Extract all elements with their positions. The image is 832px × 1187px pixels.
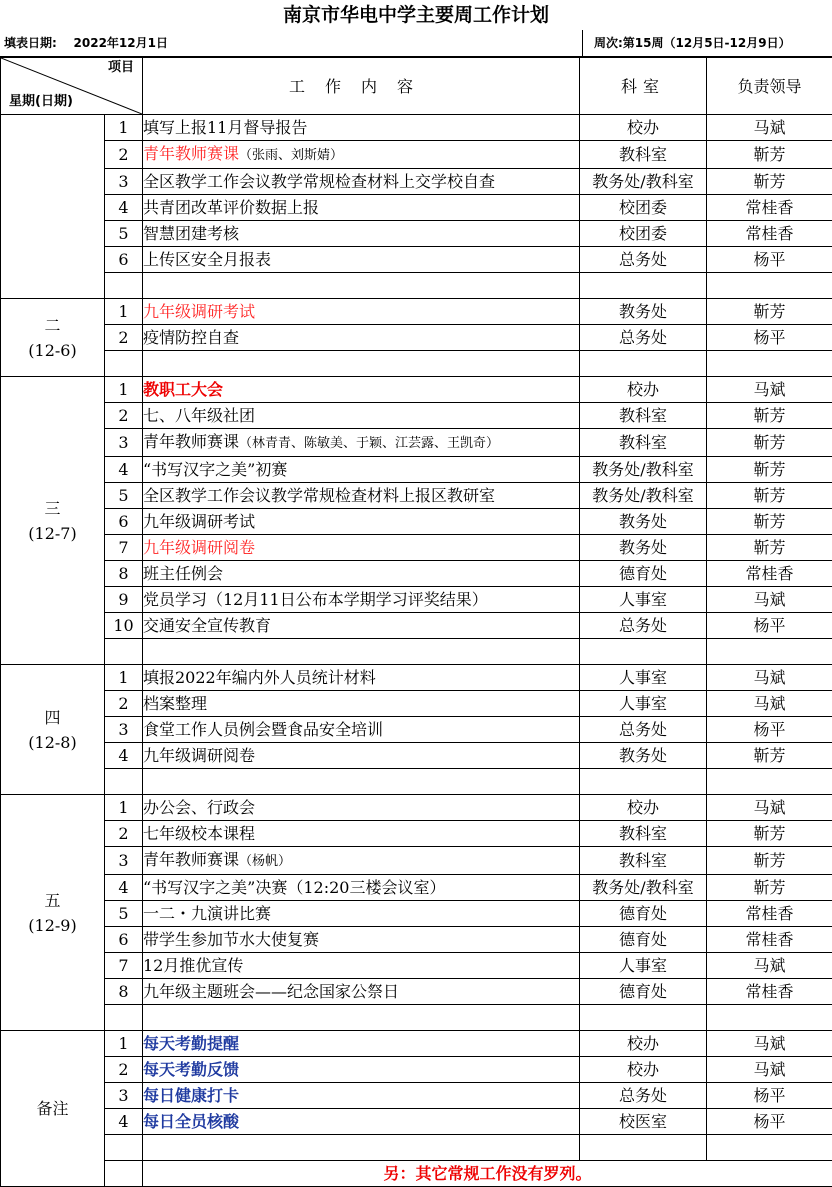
task-text: 九年级主题班会——纪念国家公祭日 [143, 979, 580, 1005]
dept-text: 校医室 [580, 1109, 707, 1135]
dept-text: 总务处 [580, 325, 707, 351]
task-text: 填写上报11月督导报告 [143, 115, 580, 141]
dept-text: 人事室 [580, 691, 707, 717]
page-title: 南京市华电中学主要周工作计划 [0, 0, 832, 30]
lead-text: 杨平 [707, 1109, 832, 1135]
row-number: 6 [105, 927, 143, 953]
row-number: 3 [105, 1083, 143, 1109]
empty-row [1, 769, 832, 795]
task-cell [143, 429, 580, 457]
dept-text: 德育处 [580, 901, 707, 927]
row-number: 5 [105, 901, 143, 927]
table-row [1, 195, 832, 221]
lead-text: 靳芳 [707, 299, 832, 325]
table-row [1, 743, 832, 769]
task-text: 每天考勤反馈 [143, 1057, 580, 1083]
table-row [1, 377, 832, 403]
notes-label: 备注 [36, 1099, 68, 1118]
row-number: 1 [105, 377, 143, 403]
table-row [1, 535, 832, 561]
table-row [1, 169, 832, 195]
dept-text: 校团委 [580, 195, 707, 221]
row-number: 10 [105, 613, 143, 639]
lead-text: 常桂香 [707, 195, 832, 221]
week-info: 周次:第15周（12月5日-12月9日） [594, 30, 791, 56]
lead-text: 靳芳 [707, 535, 832, 561]
task-text: 教职工大会 [143, 377, 580, 403]
day-cell-notes [1, 1031, 105, 1187]
task-participants: （张雨、刘斯婧） [239, 148, 343, 163]
table-row [1, 1109, 832, 1135]
dept-text: 德育处 [580, 927, 707, 953]
row-number: 6 [105, 247, 143, 273]
task-text: 12月推优宣传 [143, 953, 580, 979]
day-cell-fri [1, 795, 105, 1031]
row-number: 1 [105, 795, 143, 821]
row-number: 4 [105, 457, 143, 483]
table-row [1, 509, 832, 535]
lead-text: 靳芳 [707, 847, 832, 875]
work-plan-table [0, 57, 832, 1187]
row-number: 1 [105, 299, 143, 325]
task-text: 食堂工作人员例会暨食品安全培训 [143, 717, 580, 743]
task-text: 青年教师赛课 [143, 144, 239, 163]
lead-text: 杨平 [707, 613, 832, 639]
header-item-label: 项目 [108, 60, 134, 76]
row-number: 5 [105, 483, 143, 509]
table-row [1, 795, 832, 821]
lead-text: 马斌 [707, 377, 832, 403]
task-text: 每日全员核酸 [143, 1109, 580, 1135]
task-text: 共青团改革评价数据上报 [143, 195, 580, 221]
row-number: 7 [105, 535, 143, 561]
task-text: 档案整理 [143, 691, 580, 717]
meta-divider [582, 30, 583, 56]
day-cell-mon [1, 115, 105, 299]
row-number: 1 [105, 1031, 143, 1057]
header-corner [1, 58, 143, 115]
lead-text: 马斌 [707, 1031, 832, 1057]
dept-text: 教科室 [580, 141, 707, 169]
table-row [1, 847, 832, 875]
task-text: 九年级调研阅卷 [143, 743, 580, 769]
table-row [1, 115, 832, 141]
day-date: (12-9) [28, 916, 76, 935]
header-task: 工作内容 [143, 58, 580, 115]
day-name: 四 [44, 708, 60, 727]
table-row [1, 299, 832, 325]
row-number: 2 [105, 821, 143, 847]
table-row [1, 429, 832, 457]
task-text: 智慧团建考核 [143, 221, 580, 247]
dept-text: 人事室 [580, 953, 707, 979]
row-number: 4 [105, 743, 143, 769]
footer-note: 另：其它常规工作没有罗列。 [143, 1161, 832, 1187]
row-number: 2 [105, 403, 143, 429]
table-row [1, 325, 832, 351]
lead-text: 马斌 [707, 795, 832, 821]
row-number: 1 [105, 665, 143, 691]
table-row [1, 665, 832, 691]
row-number: 2 [105, 141, 143, 169]
task-cell [143, 141, 580, 169]
table-row [1, 221, 832, 247]
row-number: 1 [105, 115, 143, 141]
dept-text: 总务处 [580, 613, 707, 639]
empty-row [1, 273, 832, 299]
footer-spacer [105, 1161, 143, 1187]
dept-text: 教科室 [580, 429, 707, 457]
row-number: 4 [105, 195, 143, 221]
dept-text: 教务处 [580, 535, 707, 561]
table-row [1, 403, 832, 429]
day-cell-tue [1, 299, 105, 377]
task-text: 每日健康打卡 [143, 1083, 580, 1109]
task-text: 上传区安全月报表 [143, 247, 580, 273]
day-cell-thu [1, 665, 105, 795]
lead-text: 靳芳 [707, 483, 832, 509]
lead-text: 靳芳 [707, 169, 832, 195]
dept-text: 教科室 [580, 821, 707, 847]
dept-text: 校团委 [580, 221, 707, 247]
lead-text: 靳芳 [707, 403, 832, 429]
dept-text: 总务处 [580, 717, 707, 743]
table-row [1, 927, 832, 953]
dept-text: 校办 [580, 377, 707, 403]
task-text: 每天考勤提醒 [143, 1031, 580, 1057]
task-text: “书写汉字之美”初赛 [143, 457, 580, 483]
task-participants: （杨帆） [239, 854, 291, 869]
task-text: 办公会、行政会 [143, 795, 580, 821]
row-number: 4 [105, 1109, 143, 1135]
lead-text: 靳芳 [707, 509, 832, 535]
header-row [1, 58, 832, 115]
dept-text: 教科室 [580, 403, 707, 429]
task-text: 九年级调研考试 [143, 509, 580, 535]
table-row [1, 483, 832, 509]
day-name: 五 [44, 891, 60, 910]
lead-text: 杨平 [707, 325, 832, 351]
day-date: (12-6) [28, 341, 76, 360]
task-text: “书写汉字之美”决赛（12:20三楼会议室） [143, 875, 580, 901]
task-text: 青年教师赛课 [143, 432, 239, 451]
fill-date-value: 2022年12月1日 [74, 36, 168, 50]
task-participants: （林青青、陈敏美、于颖、江芸露、王凯奇） [239, 436, 499, 451]
lead-text: 马斌 [707, 1057, 832, 1083]
dept-text: 校办 [580, 1031, 707, 1057]
row-number: 2 [105, 691, 143, 717]
row-number: 4 [105, 875, 143, 901]
lead-text: 马斌 [707, 691, 832, 717]
lead-text: 常桂香 [707, 561, 832, 587]
dept-text: 教务处/教科室 [580, 169, 707, 195]
lead-text: 靳芳 [707, 743, 832, 769]
row-number: 7 [105, 953, 143, 979]
lead-text: 靳芳 [707, 821, 832, 847]
empty-row [1, 639, 832, 665]
lead-text: 常桂香 [707, 901, 832, 927]
lead-text: 马斌 [707, 115, 832, 141]
dept-text: 校办 [580, 795, 707, 821]
dept-text: 教务处/教科室 [580, 457, 707, 483]
fill-date [4, 30, 168, 56]
dept-text: 人事室 [580, 665, 707, 691]
table-row [1, 247, 832, 273]
lead-text: 杨平 [707, 1083, 832, 1109]
task-text: 填报2022年编内外人员统计材料 [143, 665, 580, 691]
lead-text: 靳芳 [707, 875, 832, 901]
header-dept: 科室 [580, 58, 707, 115]
table-row [1, 821, 832, 847]
row-number: 8 [105, 979, 143, 1005]
table-row [1, 587, 832, 613]
row-number: 9 [105, 587, 143, 613]
dept-text: 教务处 [580, 299, 707, 325]
dept-text: 校办 [580, 1057, 707, 1083]
dept-text: 人事室 [580, 587, 707, 613]
dept-text: 德育处 [580, 979, 707, 1005]
day-cell-wed [1, 377, 105, 665]
dept-text: 校办 [580, 115, 707, 141]
dept-text: 总务处 [580, 1083, 707, 1109]
table-row [1, 141, 832, 169]
table-row [1, 457, 832, 483]
lead-text: 靳芳 [707, 429, 832, 457]
table-row [1, 561, 832, 587]
lead-text: 马斌 [707, 587, 832, 613]
lead-text: 马斌 [707, 665, 832, 691]
task-text: 交通安全宣传教育 [143, 613, 580, 639]
dept-text: 德育处 [580, 561, 707, 587]
task-text: 党员学习（12月11日公布本学期学习评奖结果） [143, 587, 580, 613]
day-date: (12-7) [28, 524, 76, 543]
table-row [1, 953, 832, 979]
row-number: 5 [105, 221, 143, 247]
table-row [1, 901, 832, 927]
task-text: 青年教师赛课 [143, 850, 239, 869]
lead-text: 常桂香 [707, 979, 832, 1005]
table-row [1, 875, 832, 901]
empty-row [1, 1005, 832, 1031]
fill-date-label: 填表日期: [4, 36, 57, 50]
dept-text: 教科室 [580, 847, 707, 875]
lead-text: 杨平 [707, 717, 832, 743]
lead-text: 常桂香 [707, 221, 832, 247]
row-number: 2 [105, 1057, 143, 1083]
task-text: 七、八年级社团 [143, 403, 580, 429]
empty-row [1, 351, 832, 377]
dept-text: 教务处 [580, 509, 707, 535]
day-date: (12-8) [28, 733, 76, 752]
task-cell [143, 847, 580, 875]
task-text: 七年级校本课程 [143, 821, 580, 847]
table-row [1, 1083, 832, 1109]
row-number: 6 [105, 509, 143, 535]
header-day-label: 星期(日期) [9, 94, 73, 110]
table-row [1, 717, 832, 743]
row-number: 2 [105, 325, 143, 351]
row-number: 3 [105, 717, 143, 743]
table-row [1, 613, 832, 639]
lead-text: 靳芳 [707, 141, 832, 169]
lead-text: 马斌 [707, 953, 832, 979]
table-row [1, 1031, 832, 1057]
lead-text: 常桂香 [707, 927, 832, 953]
dept-text: 教务处/教科室 [580, 875, 707, 901]
dept-text: 教务处/教科室 [580, 483, 707, 509]
table-row [1, 979, 832, 1005]
lead-text: 靳芳 [707, 457, 832, 483]
day-name: 三 [44, 499, 60, 518]
empty-row [1, 1135, 832, 1161]
task-text: 带学生参加节水大使复赛 [143, 927, 580, 953]
task-text: 一二・九演讲比赛 [143, 901, 580, 927]
table-row [1, 1057, 832, 1083]
task-text: 九年级调研考试 [143, 299, 580, 325]
task-text: 疫情防控自查 [143, 325, 580, 351]
row-number: 8 [105, 561, 143, 587]
dept-text: 教务处 [580, 743, 707, 769]
task-text: 全区教学工作会议教学常规检查材料上交学校自查 [143, 169, 580, 195]
lead-text: 杨平 [707, 247, 832, 273]
table-row [1, 691, 832, 717]
task-text: 班主任例会 [143, 561, 580, 587]
header-lead: 负责领导 [707, 58, 832, 115]
task-text: 九年级调研阅卷 [143, 535, 580, 561]
row-number: 3 [105, 169, 143, 195]
row-number: 3 [105, 429, 143, 457]
task-text: 全区教学工作会议教学常规检查材料上报区教研室 [143, 483, 580, 509]
row-number: 3 [105, 847, 143, 875]
footer-row [1, 1161, 832, 1187]
day-name: 二 [44, 316, 60, 335]
dept-text: 总务处 [580, 247, 707, 273]
